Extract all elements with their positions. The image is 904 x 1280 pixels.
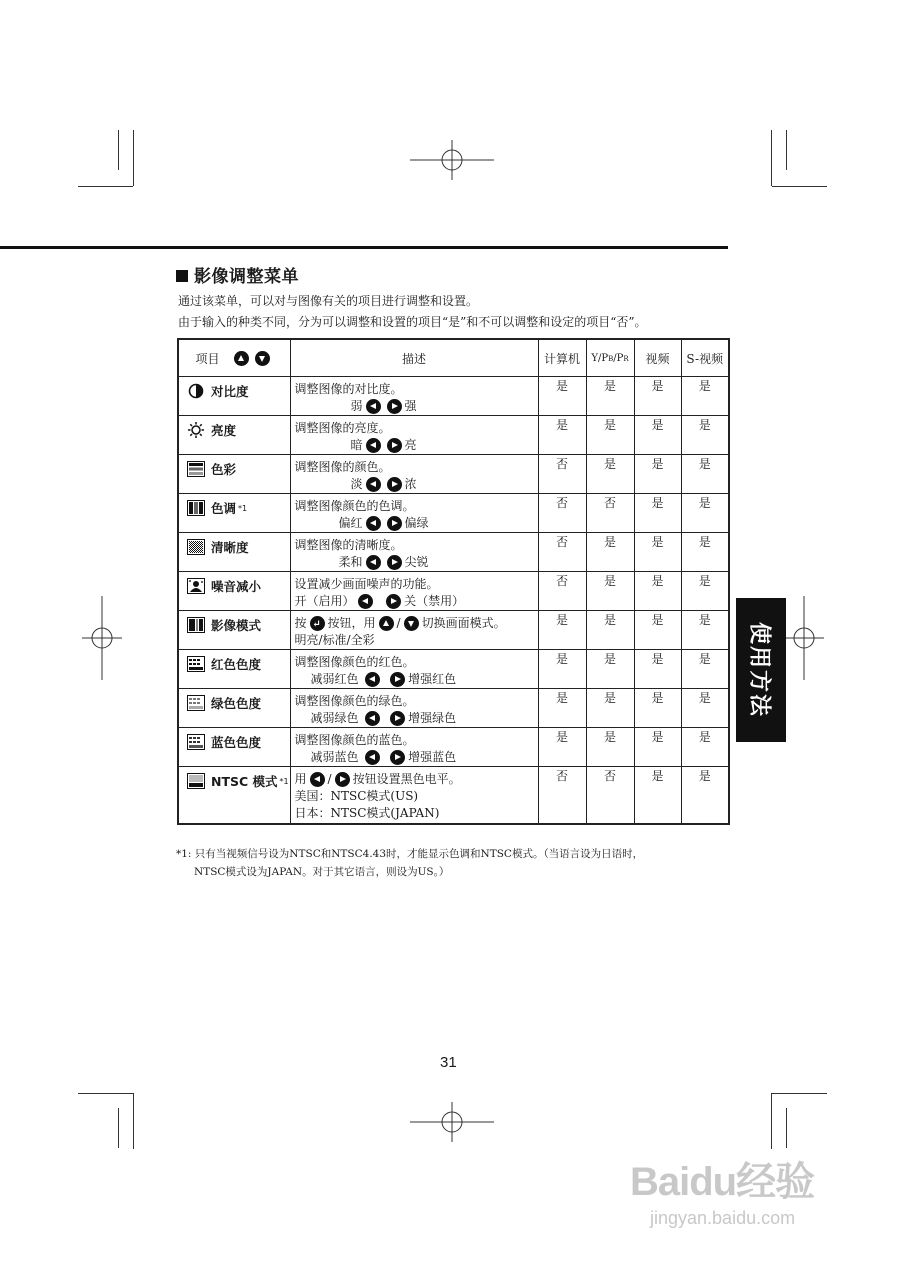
high-label: 浓 (404, 477, 417, 491)
registration-mark-icon (410, 1102, 494, 1142)
header-computer: 计算机 (538, 339, 586, 377)
item-name: 对比度 (211, 384, 249, 399)
value-cell: 否 (586, 767, 634, 825)
value-cell: 是 (538, 611, 586, 650)
low-label: 弱 (350, 399, 363, 413)
square-bullet-icon (176, 270, 188, 282)
desc-line: 明亮/标准/全彩 (294, 633, 375, 647)
low-label: 暗 (350, 438, 363, 452)
item-name: 影像模式 (211, 618, 262, 633)
watermark-url: jingyan.baidu.com (650, 1208, 796, 1228)
item-ntsc-mode (179, 767, 290, 790)
table-row (178, 572, 729, 611)
header-svideo: S-视频 (681, 339, 729, 377)
value-cell: 是 (586, 650, 634, 689)
item-contrast (179, 377, 290, 400)
value-cell: 否 (538, 455, 586, 494)
side-tab-label: 使用方法 (746, 621, 772, 719)
desc-line: 美国：NTSC模式(US) (294, 789, 419, 803)
table-header-row (178, 339, 729, 377)
value-cell: 是 (681, 611, 729, 650)
section-title-text: 影像调整菜单 (194, 267, 299, 287)
desc-text: 按钮设置黑色电平。 (352, 772, 461, 786)
item-color (179, 455, 290, 478)
value-cell: 否 (538, 572, 586, 611)
desc-text: 用 (294, 772, 307, 786)
value-cell: 是 (586, 416, 634, 455)
item-name: 噪音减小 (211, 579, 262, 594)
low-label: 减弱红色 (310, 672, 359, 686)
item-picture-mode (179, 611, 290, 634)
table-row (178, 650, 729, 689)
high-label: 增强红色 (408, 672, 457, 686)
item-sharpness (179, 533, 290, 556)
right-button-icon (387, 399, 402, 414)
value-cell: 是 (538, 728, 586, 767)
high-label: 亮 (404, 438, 417, 452)
value-cell: 是 (586, 377, 634, 416)
footnote-line: *1: 只有当视频信号设为NTSC和NTSC4.43时，才能显示色调和NTSC模式。（当语言设为日语时， (176, 848, 644, 860)
item-name: 色彩 (211, 462, 237, 477)
value-cell: 是 (681, 377, 729, 416)
header-item (178, 339, 290, 377)
desc-line: 调整图像的颜色。 (294, 460, 391, 474)
value-cell: 是 (586, 572, 634, 611)
desc-text: 切换画面模式。 (421, 616, 506, 630)
brightness-icon (187, 422, 205, 438)
value-cell: 否 (538, 533, 586, 572)
value-cell: 是 (538, 650, 586, 689)
crop-mark (133, 130, 134, 186)
item-green-level (179, 689, 290, 712)
value-cell: 是 (586, 455, 634, 494)
item-name: 蓝色色度 (211, 735, 262, 750)
right-button-icon (335, 772, 350, 787)
value-cell: 是 (634, 611, 681, 650)
down-button-icon (404, 616, 419, 631)
item-name: 红色色度 (211, 657, 262, 672)
item-red-level (179, 650, 290, 673)
value-cell: 是 (586, 689, 634, 728)
sharpness-icon (187, 539, 205, 555)
page-number: 31 (440, 1054, 457, 1071)
contrast-icon (187, 383, 205, 399)
crop-mark (772, 186, 827, 187)
value-cell: 否 (586, 494, 634, 533)
noise-reduction-icon (187, 578, 205, 594)
value-cell: 是 (586, 533, 634, 572)
table-row: NTSC 模式 *1 用 / 按钮设置黑色电平。 美国：NTSC模式(US) 日本：NTSC模式(JAPAN) 否 否 是 是 (178, 767, 729, 825)
header-rule (0, 246, 728, 249)
value-cell: 是 (681, 767, 729, 825)
right-button-icon (387, 555, 402, 570)
crop-mark (786, 130, 787, 170)
crop-mark (78, 186, 133, 187)
table-row (178, 455, 729, 494)
left-button-icon (310, 772, 325, 787)
low-label: 开（启用） (294, 594, 355, 608)
low-label: 减弱蓝色 (310, 750, 359, 764)
low-label: 偏红 (338, 516, 363, 530)
crop-mark (133, 1093, 134, 1149)
desc-line: 调整图像颜色的红色。 (294, 655, 415, 669)
item-name: 色调 (211, 501, 237, 516)
value-cell: 是 (634, 689, 681, 728)
desc-text: 按 (294, 616, 307, 630)
down-button-icon (255, 351, 270, 366)
left-button-icon (365, 711, 380, 726)
item-name: 绿色色度 (211, 696, 262, 711)
right-button-icon (387, 516, 402, 531)
desc-text: 按钮，用 (327, 616, 376, 630)
table-row (178, 728, 729, 767)
section-title (176, 262, 299, 287)
green-level-icon (187, 695, 205, 711)
low-label: 柔和 (338, 555, 363, 569)
value-cell: 否 (538, 494, 586, 533)
ntsc-mode-icon (187, 773, 205, 789)
watermark (630, 1150, 815, 1228)
item-blue-level (179, 728, 290, 751)
table-row: 影像模式 按 ↵ 按钮，用 / 切换画面模式。 明亮/标准/全彩 是 是 是 是 (178, 611, 729, 650)
up-button-icon (379, 616, 394, 631)
item-noise-reduction (179, 572, 290, 595)
registration-mark-icon (784, 596, 824, 680)
header-description: 描述 (290, 339, 538, 377)
value-cell: 是 (681, 572, 729, 611)
blue-level-icon (187, 734, 205, 750)
right-button-icon (387, 477, 402, 492)
value-cell: 是 (681, 494, 729, 533)
header-ypbpr: Y/PB/PR (586, 339, 634, 377)
desc-line: 设置减少画面噪声的功能。 (294, 577, 439, 591)
menu-table (177, 338, 730, 825)
table-row (178, 416, 729, 455)
value-cell: 是 (586, 611, 634, 650)
right-button-icon (390, 672, 405, 687)
high-label: 关（禁用） (404, 594, 465, 608)
up-button-icon (234, 351, 249, 366)
value-cell: 是 (634, 494, 681, 533)
red-level-icon (187, 656, 205, 672)
desc-line: 日本：NTSC模式(JAPAN) (294, 806, 440, 820)
desc-line: 调整图像的亮度。 (294, 421, 391, 435)
value-cell: 是 (681, 728, 729, 767)
header-item-label: 项目 (195, 351, 220, 366)
desc-line: 调整图像的对比度。 (294, 382, 403, 396)
table-row (178, 533, 729, 572)
item-name: NTSC 模式 (211, 774, 278, 789)
value-cell: 是 (538, 377, 586, 416)
desc-line: 调整图像颜色的色调。 (294, 499, 415, 513)
item-tint (179, 494, 290, 517)
value-cell: 是 (634, 650, 681, 689)
left-button-icon (366, 477, 381, 492)
registration-mark-icon (410, 140, 494, 180)
value-cell: 是 (681, 455, 729, 494)
low-label: 减弱绿色 (310, 711, 359, 725)
high-label: 增强蓝色 (408, 750, 457, 764)
intro-line: 由于输入的种类不同，分为可以调整和设置的项目“是”和不可以调整和设定的项目“否”。 (178, 315, 647, 329)
value-cell: 是 (681, 533, 729, 572)
item-name: 清晰度 (211, 540, 249, 555)
crop-mark (118, 1108, 119, 1148)
value-cell: 是 (681, 650, 729, 689)
footnote-line: NTSC模式设为JAPAN。对于其它语言，则设为US。） (194, 866, 450, 878)
footnote-ref: *1 (279, 776, 289, 786)
right-button-icon (387, 438, 402, 453)
high-label: 增强绿色 (408, 711, 457, 725)
color-icon (187, 461, 205, 477)
value-cell: 是 (681, 689, 729, 728)
desc-line: 调整图像颜色的蓝色。 (294, 733, 415, 747)
side-tab (736, 598, 786, 742)
crop-mark (78, 1093, 133, 1094)
watermark-logo: Baidu经验 (630, 1160, 815, 1204)
left-button-icon (358, 594, 373, 609)
desc-line: 调整图像的清晰度。 (294, 538, 403, 552)
value-cell: 是 (586, 728, 634, 767)
left-button-icon (365, 750, 380, 765)
value-cell: 是 (634, 767, 681, 825)
item-brightness (179, 416, 290, 439)
value-cell: 是 (634, 572, 681, 611)
value-cell: 是 (634, 455, 681, 494)
table-row (178, 494, 729, 533)
table-row (178, 689, 729, 728)
left-button-icon (366, 555, 381, 570)
value-cell: 是 (538, 416, 586, 455)
left-button-icon (365, 672, 380, 687)
table-row (178, 377, 729, 416)
tint-icon (187, 500, 205, 516)
value-cell: 是 (634, 533, 681, 572)
crop-mark (118, 130, 119, 170)
crop-mark (771, 130, 772, 186)
right-button-icon (390, 711, 405, 726)
left-button-icon (366, 438, 381, 453)
crop-mark (772, 1093, 827, 1094)
high-label: 尖锐 (404, 555, 429, 569)
registration-mark-icon (82, 596, 122, 680)
crop-mark (771, 1093, 772, 1149)
high-label: 强 (404, 399, 417, 413)
enter-button-icon (310, 616, 325, 631)
value-cell: 是 (634, 416, 681, 455)
value-cell: 是 (634, 377, 681, 416)
footnote-ref: *1 (238, 503, 248, 513)
picture-mode-icon (187, 617, 205, 633)
value-cell: 是 (634, 728, 681, 767)
right-button-icon (390, 750, 405, 765)
low-label: 淡 (350, 477, 363, 491)
left-button-icon (366, 516, 381, 531)
value-cell: 否 (538, 767, 586, 825)
value-cell: 是 (681, 416, 729, 455)
left-button-icon (366, 399, 381, 414)
item-name: 亮度 (211, 423, 237, 438)
intro-line: 通过该菜单，可以对与图像有关的项目进行调整和设置。 (178, 294, 479, 308)
value-cell: 是 (538, 689, 586, 728)
crop-mark (786, 1108, 787, 1148)
header-video: 视频 (634, 339, 681, 377)
desc-line: 调整图像颜色的绿色。 (294, 694, 415, 708)
high-label: 偏绿 (404, 516, 429, 530)
right-button-icon (386, 594, 401, 609)
